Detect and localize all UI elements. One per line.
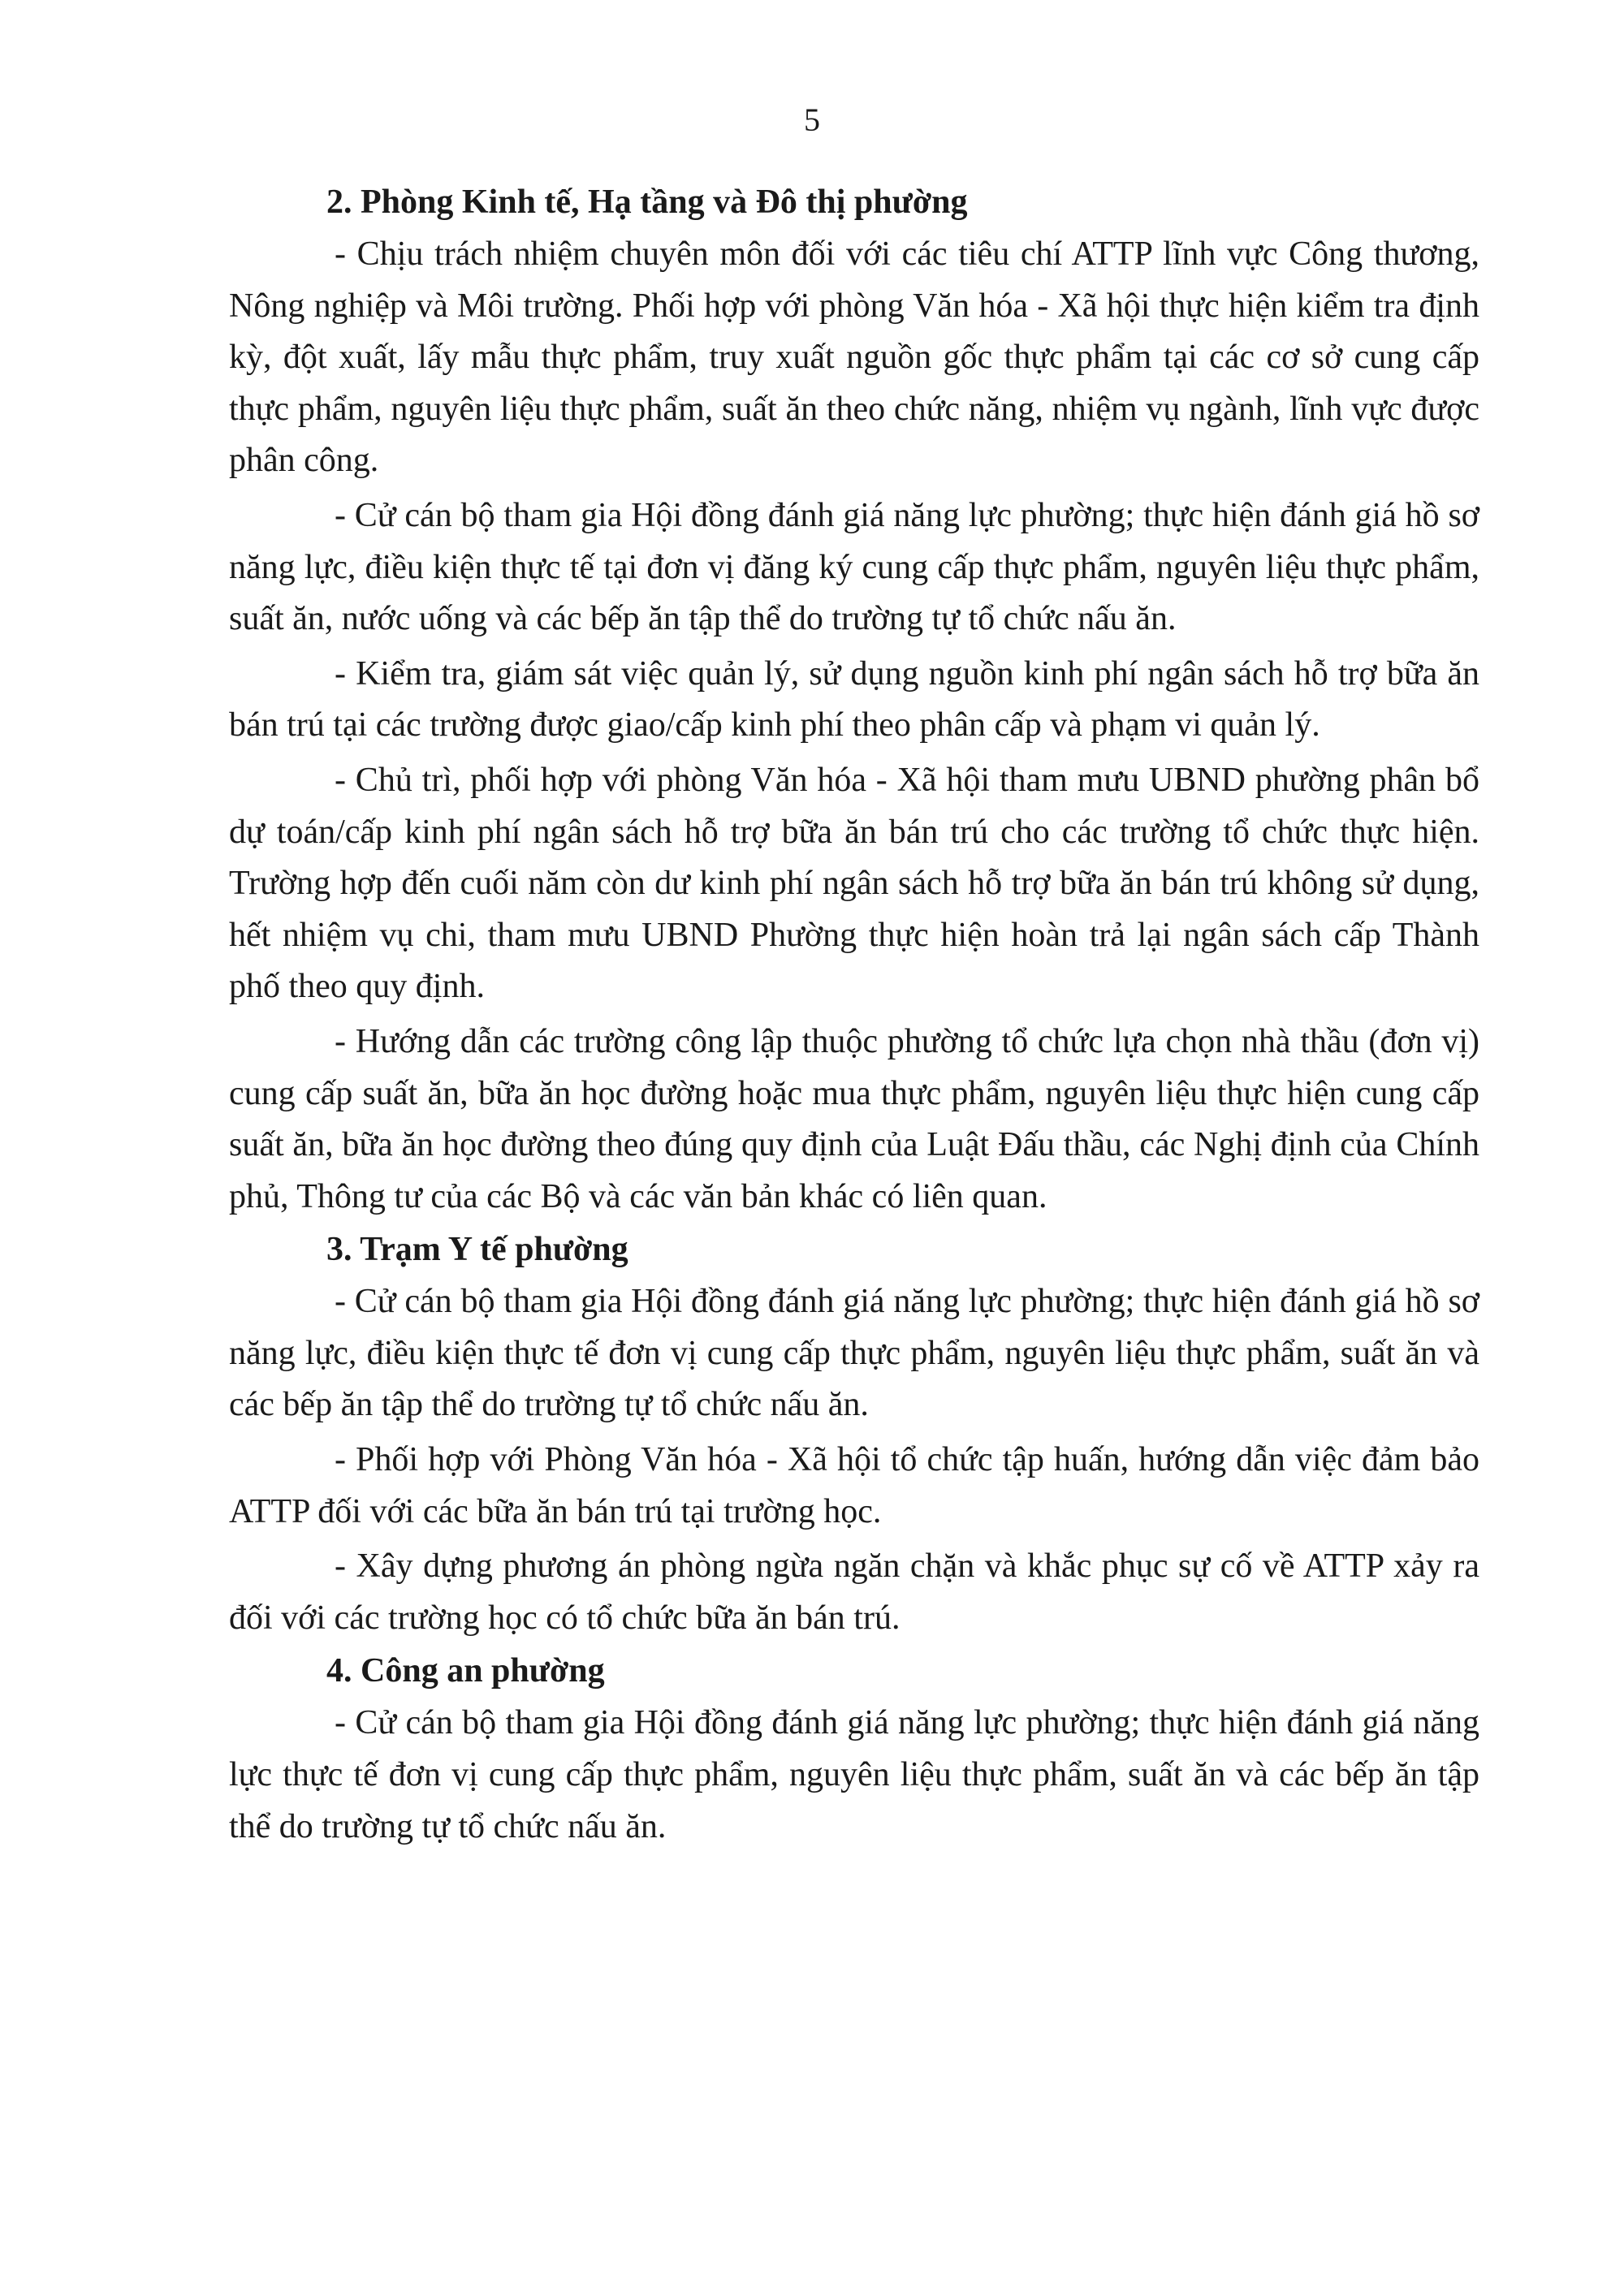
paragraph: - Phối hợp với Phòng Văn hóa - Xã hội tổ chức tập huấn, hướng dẫn việc đảm bảo ATTP đối với các bữa ăn bán trú tại trường học. xyxy=(229,1441,1479,1530)
section-heading-police: 4. Công an phường xyxy=(326,1652,605,1690)
document-body xyxy=(229,179,1479,1856)
paragraph: - Cử cán bộ tham gia Hội đồng đánh giá năng lực phường; thực hiện đánh giá hồ sơ năng lực, điều kiện thực tế đơn vị cung cấp thực phẩm, nguyên liệu thực phẩm, suất ăn và các bếp ăn tập thể do trường tự tổ chức nấu ăn. xyxy=(229,1283,1479,1424)
paragraph: - Xây dựng phương án phòng ngừa ngăn chặn và khắc phục sự cố về ATTP xảy ra đối với các trường học có tổ chức bữa ăn bán trú. xyxy=(229,1547,1479,1637)
paragraph: - Kiểm tra, giám sát việc quản lý, sử dụng nguồn kinh phí ngân sách hỗ trợ bữa ăn bán trú tại các trường được giao/cấp kinh phí theo phân cấp và phạm vi quản lý. xyxy=(229,654,1479,744)
paragraph: - Chịu trách nhiệm chuyên môn đối với các tiêu chí ATTP lĩnh vực Công thương, Nông nghiệp và Môi trường. Phối hợp với phòng Văn hóa - Xã hội thực hiện kiểm tra định kỳ, đột xuất, lấy mẫu thực phẩm, truy xuất nguồn gốc thực phẩm tại các cơ sở cung cấp thực phẩm, nguyên liệu thực phẩm, suất ăn theo chức năng, nhiệm vụ ngành, lĩnh vực được phân công. xyxy=(229,235,1479,480)
paragraph: - Cử cán bộ tham gia Hội đồng đánh giá năng lực phường; thực hiện đánh giá hồ sơ năng lực, điều kiện thực tế tại đơn vị đăng ký cung cấp thực phẩm, nguyên liệu thực phẩm, suất ăn, nước uống và các bếp ăn tập thể do trường tự tổ chức nấu ăn. xyxy=(229,496,1479,638)
paragraph: - Hướng dẫn các trường công lập thuộc phường tổ chức lựa chọn nhà thầu (đơn vị) cung cấp suất ăn, bữa ăn học đường hoặc mua thực phẩm, nguyên liệu thực hiện cung cấp suất ăn, bữa ăn học đường theo đúng quy định của Luật Đấu thầu, các Nghị định của Chính phủ, Thông tư của các Bộ và các văn bản khác có liên quan. xyxy=(229,1022,1479,1215)
section-heading-economy: 2. Phòng Kinh tế, Hạ tầng và Đô thị phường xyxy=(326,183,968,221)
page-number: 5 xyxy=(804,101,820,138)
paragraph: - Cử cán bộ tham gia Hội đồng đánh giá năng lực phường; thực hiện đánh giá năng lực thực tế đơn vị cung cấp thực phẩm, nguyên liệu thực phẩm, suất ăn và các bếp ăn tập thể do trường tự tổ chức nấu ăn. xyxy=(229,1704,1479,1845)
paragraph: - Chủ trì, phối hợp với phòng Văn hóa - Xã hội tham mưu UBND phường phân bổ dự toán/cấp kinh phí ngân sách hỗ trợ bữa ăn bán trú cho các trường tổ chức thực hiện. Trường hợp đến cuối năm còn dư kinh phí ngân sách hỗ trợ bữa ăn bán trú không sử dụng, hết nhiệm vụ chi, tham mưu UBND Phường thực hiện hoàn trả lại ngân sách cấp Thành phố theo quy định. xyxy=(229,761,1479,1006)
section-heading-health-station: 3. Trạm Y tế phường xyxy=(326,1231,628,1269)
